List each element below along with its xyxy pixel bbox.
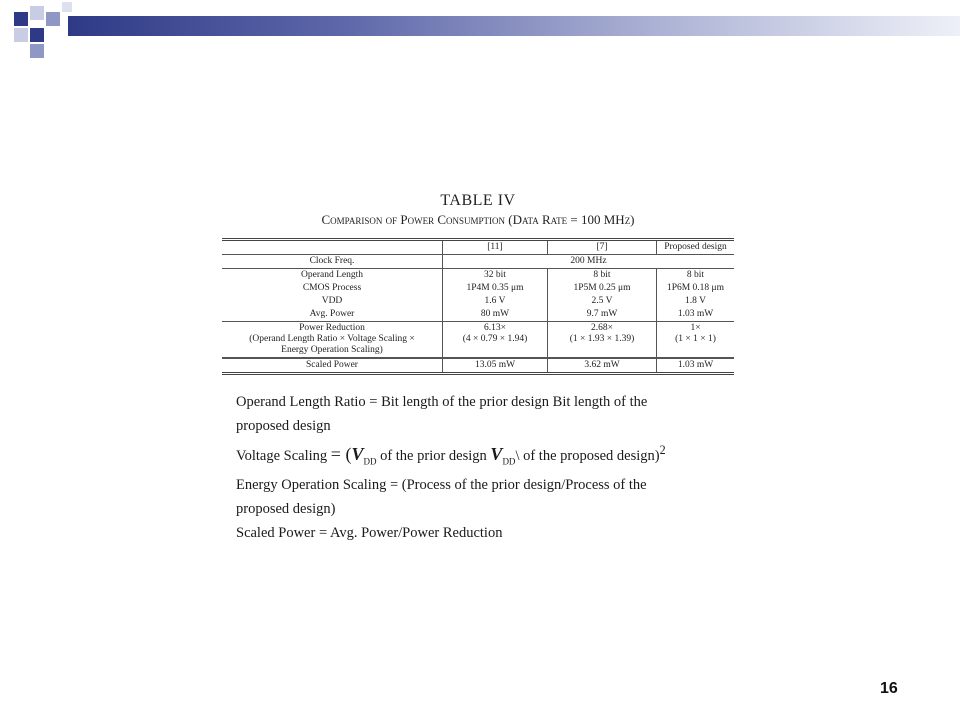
vdd-symbol bbox=[490, 443, 516, 467]
table-cell: 8 bit bbox=[548, 269, 657, 283]
decor-square bbox=[62, 2, 72, 12]
decor-square bbox=[30, 6, 44, 20]
table-cell: 200 MHz bbox=[443, 255, 735, 269]
cell-line: (1 × 1.93 × 1.39) bbox=[569, 334, 635, 344]
note-operand-line: Operand Length Ratio = Bit length of the prior design Bit length of the bbox=[236, 394, 648, 410]
note-text: ( bbox=[345, 443, 352, 464]
decor-square bbox=[46, 12, 60, 26]
row-label-line: Power Reduction bbox=[299, 323, 365, 333]
page-number: 16 bbox=[880, 680, 898, 697]
table-cell bbox=[657, 322, 735, 359]
row-label: Operand Length bbox=[222, 269, 443, 283]
note-text: of the prior design bbox=[376, 447, 491, 464]
header-gradient-bar bbox=[68, 16, 960, 36]
note-text: = bbox=[330, 443, 346, 464]
table-title: TABLE IV bbox=[440, 192, 516, 209]
table-caption: Comparison of Power Consumption (Data Rate = 100 MHz) bbox=[321, 212, 635, 227]
table-row bbox=[222, 308, 734, 322]
table-cell: 1P6M 0.18 μm bbox=[666, 283, 725, 293]
table-cell: 13.05 mW bbox=[443, 358, 548, 372]
table-row bbox=[222, 269, 734, 283]
row-label: CMOS Process bbox=[222, 282, 443, 295]
table-cell: 3.62 mW bbox=[548, 358, 657, 372]
note-text: \ of the proposed design) bbox=[515, 447, 660, 464]
row-label: Avg. Power bbox=[222, 308, 443, 322]
row-label: VDD bbox=[222, 295, 443, 308]
note-energy-line: Energy Operation Scaling = (Process of the prior design/Process of the bbox=[236, 477, 647, 494]
vdd-letter: V bbox=[490, 443, 503, 464]
table-cell: 2.5 V bbox=[548, 295, 657, 308]
table-cell: 32 bit bbox=[443, 269, 548, 283]
header-cell: Proposed design bbox=[657, 241, 735, 255]
table-header-row bbox=[222, 241, 734, 255]
table-row bbox=[222, 295, 734, 308]
header-cell: [11] bbox=[443, 241, 548, 255]
table-cell: 1P5M 0.25 μm bbox=[548, 282, 657, 295]
table-cell bbox=[443, 322, 548, 359]
row-label: Clock Freq. bbox=[222, 255, 443, 269]
table-cell: 8 bit bbox=[686, 270, 705, 280]
cell-line: 6.13× bbox=[484, 323, 506, 333]
table-row bbox=[222, 322, 734, 359]
note-scaled-line: Scaled Power = Avg. Power/Power Reduction bbox=[236, 525, 503, 542]
note-voltage-line bbox=[236, 438, 756, 473]
comparison-table-wrap bbox=[222, 238, 734, 375]
row-label-line: Energy Operation Scaling) bbox=[281, 345, 383, 355]
table-cell: 1P4M 0.35 μm bbox=[443, 282, 548, 295]
note-text: Voltage Scaling bbox=[236, 447, 331, 464]
table-row bbox=[222, 358, 734, 372]
cell-line: 1× bbox=[690, 323, 701, 333]
decor-square bbox=[30, 44, 44, 58]
vdd-symbol bbox=[351, 443, 377, 467]
table-cell: 9.7 mW bbox=[548, 308, 657, 322]
notes-block bbox=[236, 390, 756, 545]
table-cell: 1.03 mW bbox=[657, 308, 735, 322]
decor-square bbox=[30, 28, 44, 42]
table-row bbox=[222, 255, 734, 269]
table-cell bbox=[548, 322, 657, 359]
vdd-letter: V bbox=[351, 443, 364, 464]
cell-line: (4 × 0.79 × 1.94) bbox=[462, 334, 528, 344]
table-cell: 1.6 V bbox=[443, 295, 548, 308]
comparison-table bbox=[222, 241, 734, 372]
table-cell: 1.03 mW bbox=[657, 358, 735, 372]
vdd-subscript: DD bbox=[502, 456, 516, 467]
table-cell: 80 mW bbox=[443, 308, 548, 322]
decor-square bbox=[14, 12, 28, 26]
note-energy-line: proposed design) bbox=[236, 501, 336, 518]
exponent: 2 bbox=[659, 443, 666, 457]
row-label bbox=[222, 322, 443, 359]
row-label: Scaled Power bbox=[222, 358, 443, 372]
table-cell: 1.8 V bbox=[685, 296, 706, 306]
row-label-line: (Operand Length Ratio × Voltage Scaling × bbox=[249, 334, 415, 344]
header-cell: [7] bbox=[548, 241, 657, 255]
table-figure bbox=[222, 192, 734, 375]
table-row bbox=[222, 282, 734, 295]
cell-line: 2.68× bbox=[591, 323, 613, 333]
decor-square bbox=[14, 28, 28, 42]
header-cell bbox=[222, 241, 443, 255]
cell-line: (1 × 1 × 1) bbox=[675, 334, 716, 344]
vdd-subscript: DD bbox=[363, 456, 377, 467]
note-operand-line: proposed design bbox=[236, 418, 331, 434]
